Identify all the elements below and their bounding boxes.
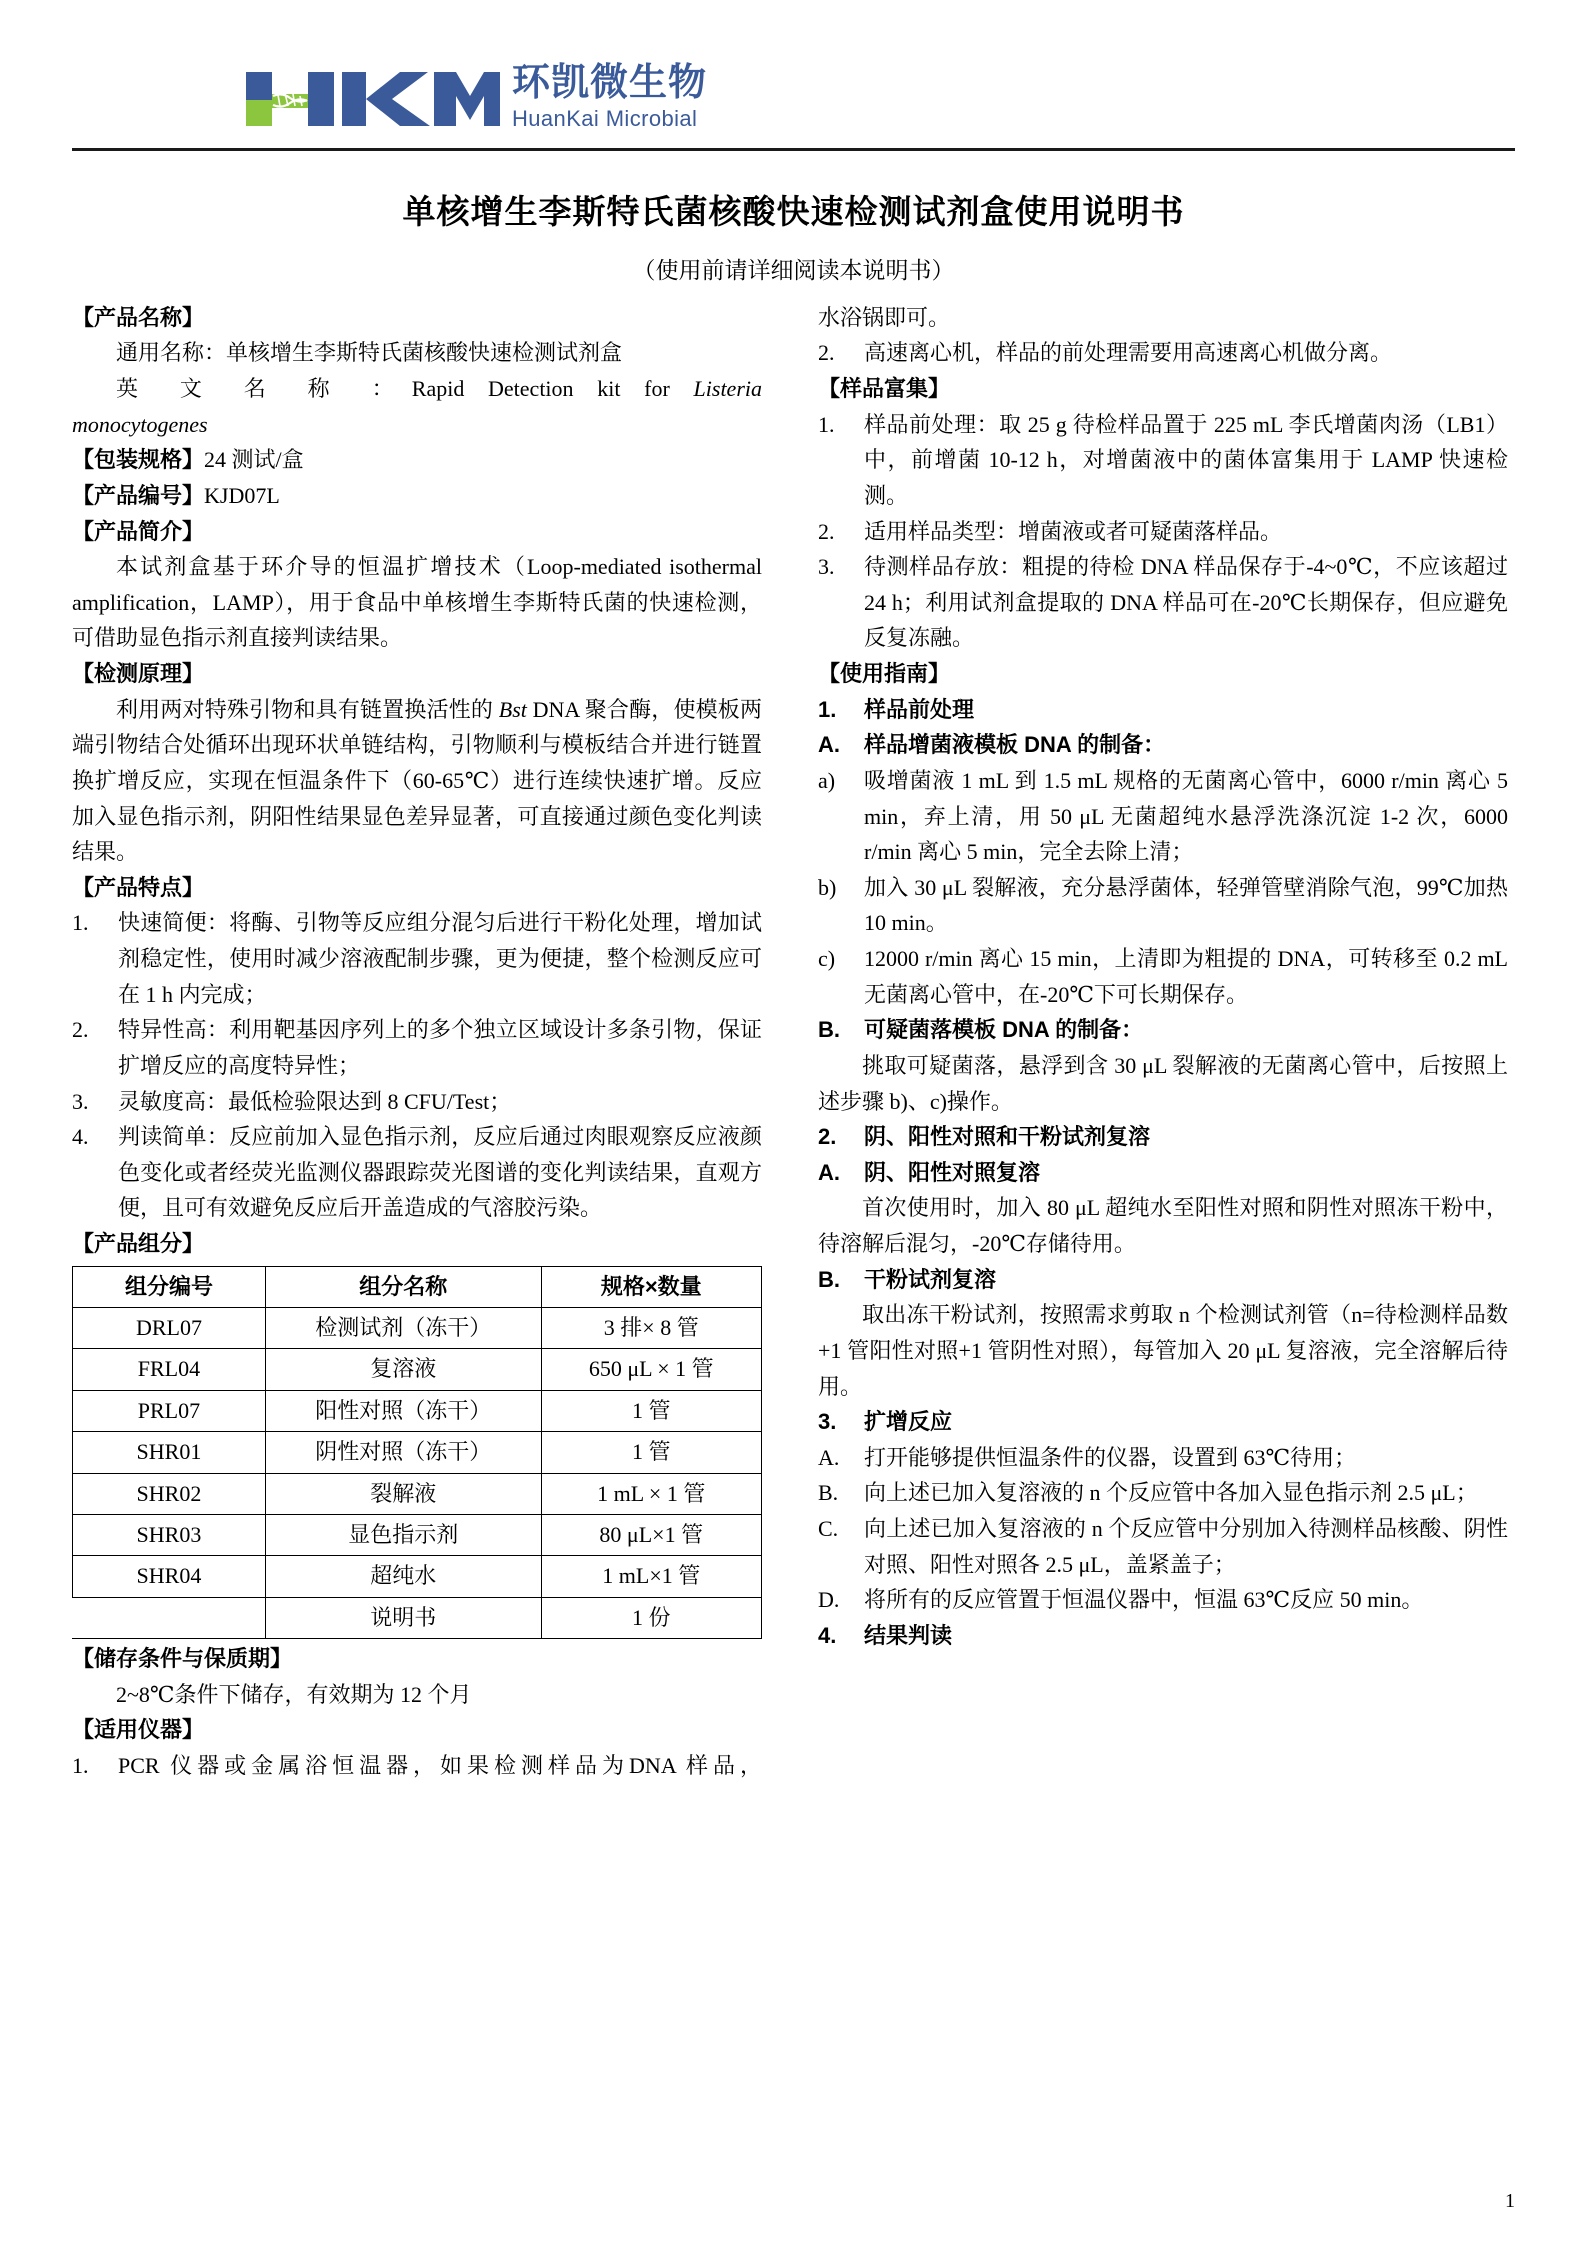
guide-step-2B-text: 干粉试剂复溶	[864, 1266, 997, 1292]
principle-body-part2: DNA 聚合酶，使模板两端引物结合处循环出现环状单链结构，引物顺利与模板结合并进行链置换扩增反应，实现在恒温条件下（60-65℃）进行连续快速扩增。反应加入显色指示剂，阴阳性结果显色差异显著，可直接通过颜色变化判读结果。	[72, 696, 762, 865]
guide-step-1	[818, 692, 1508, 728]
principle-body	[72, 692, 762, 870]
cell-code: SHR03	[73, 1515, 266, 1556]
table-row	[73, 1349, 762, 1390]
guide-step-1b-text: 加入 30 μL 裂解液，充分悬浮菌体，轻弹管壁消除气泡，99℃加热 10 min。	[864, 874, 1508, 936]
feature-item	[72, 905, 762, 1012]
storage-body: 2~8℃条件下储存，有效期为 12 个月	[116, 1681, 472, 1707]
guide-step-3-item	[818, 1582, 1508, 1618]
document-subtitle: （使用前请详细阅读本说明书）	[632, 257, 955, 283]
section-heading-features: 【产品特点】	[72, 874, 205, 900]
cell-spec: 80 μL×1 管	[541, 1515, 762, 1556]
enrichment-marker: 2.	[818, 518, 835, 544]
guide-step-1a-text: 吸增菌液 1 mL 到 1.5 mL 规格的无菌离心管中，6000 r/min 离心 5 min，弃上清，用 50 μL 无菌超纯水悬浮洗涤沉淀 1-2 次，6000 r/min 离心 5 min，完全去除上清；	[864, 767, 1508, 865]
table-row	[73, 1308, 762, 1349]
guide-step-1B-body: 挑取可疑菌落，悬浮到含 30 μL 裂解液的无菌离心管中，后按照上述步骤 b)、c)操作。	[818, 1052, 1508, 1114]
guide-step-1c	[818, 941, 1508, 1012]
guide-step-1a	[818, 763, 1508, 870]
column-header-spec: 规格×数量	[541, 1266, 762, 1307]
company-logo	[242, 60, 707, 132]
feature-marker: 3.	[72, 1088, 89, 1114]
cell-code: SHR02	[73, 1473, 266, 1514]
cell-spec: 1 mL×1 管	[541, 1556, 762, 1597]
logo-english-name: HuanKai Microbial	[512, 106, 698, 131]
section-heading-principle: 【检测原理】	[72, 661, 205, 687]
guide-step-1b-marker: b)	[818, 874, 837, 900]
guide-step-3-item-marker: A.	[818, 1444, 840, 1470]
guide-step-3-item-text: 将所有的反应管置于恒温仪器中，恒温 63℃反应 50 min。	[864, 1587, 1424, 1613]
cell-name: 阴性对照（冻干）	[265, 1432, 541, 1473]
guide-step-2B	[818, 1262, 1508, 1298]
section-heading-packaging	[72, 442, 762, 478]
guide-step-1a-marker: a)	[818, 767, 836, 793]
feature-marker: 4.	[72, 1124, 89, 1150]
table-row	[73, 1390, 762, 1431]
cell-name: 阳性对照（冻干）	[265, 1390, 541, 1431]
english-name-line	[72, 371, 762, 407]
guide-step-3-item-marker: C.	[818, 1516, 839, 1542]
guide-step-2-marker: 2.	[818, 1124, 837, 1150]
enrichment-marker: 3.	[818, 554, 835, 580]
hkm-logo-icon	[242, 66, 500, 132]
cell-code	[73, 1597, 266, 1638]
instrument-item	[818, 335, 1508, 371]
table-header-row	[73, 1266, 762, 1307]
enrichment-item	[818, 514, 1508, 550]
packaging-heading-text: 【包装规格】	[72, 447, 205, 473]
enrichment-item	[818, 407, 1508, 514]
instruments-continued-line: 水浴锅即可。	[818, 304, 951, 330]
english-name-species: monocytogenes	[72, 411, 208, 437]
instrument-text: 高速离心机，样品的前处理需要用高速离心机做分离。	[864, 340, 1393, 366]
guide-step-1B-text: 可疑菌落模板 DNA 的制备：	[864, 1017, 1144, 1043]
guide-step-2A-body: 首次使用时，加入 80 μL 超纯水至阳性对照和阴性对照冻干粉中，待溶解后混匀，-20℃存储待用。	[818, 1195, 1508, 1257]
section-heading-instruments: 【适用仪器】	[72, 1717, 205, 1743]
cell-name: 复溶液	[265, 1349, 541, 1390]
instrument-marker: 2.	[818, 340, 835, 366]
guide-step-1c-marker: c)	[818, 946, 836, 972]
feature-text: 判读简单：反应前加入显色指示剂，反应后通过肉眼观察反应液颜色变化或者经荧光监测仪器跟踪荧光图谱的变化判读结果，直观方便，且可有效避免反应后开盖造成的气溶胶污染。	[118, 1124, 762, 1221]
logo-chinese-name: 环凯微生物	[512, 62, 708, 104]
guide-step-2B-body: 取出冻干粉试剂，按照需求剪取 n 个检测试剂管（n=待检测样品数+1 管阳性对照+1 管阴性对照），每管加入 20 μL 复溶液，完全溶解后待用。	[818, 1302, 1508, 1399]
section-heading-product-code	[72, 478, 762, 514]
cell-code: DRL07	[73, 1308, 266, 1349]
components-table	[72, 1266, 762, 1640]
guide-step-4	[818, 1618, 1508, 1654]
product-code-value: KJD07L	[204, 482, 280, 508]
guide-step-1c-text: 12000 r/min 离心 15 min，上清即为粗提的 DNA，可转移至 0.2 mL 无菌离心管中，在-20℃下可长期保存。	[864, 946, 1508, 1007]
instrument-text: PCR 仪器或金属浴恒温器，如果检测样品为DNA 样品，	[118, 1753, 762, 1779]
english-name-value: Rapid Detection kit for	[411, 376, 694, 402]
header-divider	[72, 148, 1515, 151]
guide-step-3-marker: 3.	[818, 1409, 837, 1435]
feature-item	[72, 1084, 762, 1120]
feature-item	[72, 1012, 762, 1083]
cell-name: 说明书	[265, 1597, 541, 1638]
guide-step-2B-marker: B.	[818, 1266, 840, 1292]
cell-name: 超纯水	[265, 1556, 541, 1597]
cell-spec: 1 mL × 1 管	[541, 1473, 762, 1514]
feature-text: 快速简便：将酶、引物等反应组分混匀后进行干粉化处理，增加试剂稳定性，使用时减少溶液配制步骤，更为便捷，整个检测反应可在 1 h 内完成；	[118, 910, 762, 1007]
enrichment-item	[818, 549, 1508, 656]
guide-step-3-item	[818, 1440, 1508, 1476]
guide-step-1-marker: 1.	[818, 696, 837, 722]
guide-step-3-item-marker: B.	[818, 1480, 839, 1506]
table-row	[73, 1473, 762, 1514]
guide-step-2A	[818, 1155, 1508, 1191]
guide-step-3-item-text: 向上述已加入复溶液的 n 个反应管中分别加入待测样品核酸、阴性对照、阳性对照各 2.5 μL，盖紧盖子；	[864, 1516, 1508, 1577]
cell-spec: 650 μL × 1 管	[541, 1349, 762, 1390]
instrument-item	[72, 1748, 762, 1784]
guide-step-1-text: 样品前处理	[864, 696, 975, 722]
principle-body-part1: 利用两对特殊引物和具有链置换活性的	[116, 696, 499, 722]
cell-spec: 1 管	[541, 1390, 762, 1431]
section-heading-components: 【产品组分】	[72, 1231, 205, 1257]
hkm-logo-mark	[242, 66, 500, 132]
feature-marker: 1.	[72, 910, 89, 936]
section-heading-intro: 【产品简介】	[72, 518, 205, 544]
logo-wordmark	[512, 64, 707, 130]
guide-step-1A-marker: A.	[818, 732, 840, 758]
guide-step-2A-marker: A.	[818, 1159, 840, 1185]
page-number: 1	[1505, 2190, 1515, 2212]
cell-code: FRL04	[73, 1349, 266, 1390]
feature-text: 灵敏度高：最低检验限达到 8 CFU/Test；	[118, 1088, 512, 1114]
cell-name: 检测试剂（冻干）	[265, 1308, 541, 1349]
left-column	[72, 300, 790, 1784]
cell-code: SHR04	[73, 1556, 266, 1597]
section-heading-enrichment: 【样品富集】	[818, 376, 951, 402]
generic-name-line: 通用名称：单核增生李斯特氏菌核酸快速检测试剂盒	[116, 340, 623, 366]
guide-step-3-item-text: 打开能够提供恒温条件的仪器，设置到 63℃待用；	[864, 1444, 1357, 1470]
guide-step-1B	[818, 1012, 1508, 1048]
guide-step-1B-marker: B.	[818, 1017, 840, 1043]
guide-step-4-text: 结果判读	[864, 1622, 953, 1648]
guide-step-1A	[818, 727, 1508, 763]
cell-code: SHR01	[73, 1432, 266, 1473]
enrichment-text: 样品前处理：取 25 g 待检样品置于 225 mL 李氏增菌肉汤（LB1）中，前增菌 10-12 h，对增菌液中的菌体富集用于 LAMP 快速检测。	[864, 411, 1508, 508]
cell-spec: 1 管	[541, 1432, 762, 1473]
guide-step-1A-text: 样品增菌液模板 DNA 的制备：	[864, 732, 1166, 758]
guide-step-3	[818, 1404, 1508, 1440]
document-title: 单核增生李斯特氏菌核酸快速检测试剂盒使用说明书	[402, 193, 1185, 230]
page-header	[72, 52, 1515, 144]
english-name-label: 英 文 名 称 ：	[116, 376, 412, 402]
cell-name: 裂解液	[265, 1473, 541, 1514]
column-header-code: 组分编号	[73, 1266, 266, 1307]
cell-spec: 3 排× 8 管	[541, 1308, 762, 1349]
intro-body: 本试剂盒基于环介导的恒温扩增技术（Loop-mediated isothermal amplification，LAMP），用于食品中单核增生李斯特氏菌的快速检测，可借助显色指示剂直接判读结果。	[72, 554, 762, 651]
enrichment-marker: 1.	[818, 411, 835, 437]
section-heading-storage: 【储存条件与保质期】	[72, 1646, 293, 1672]
english-name-genus: Listeria	[693, 376, 762, 402]
table-row	[73, 1597, 762, 1638]
guide-step-4-marker: 4.	[818, 1622, 837, 1648]
section-heading-product-name: 【产品名称】	[72, 304, 205, 330]
right-column	[790, 300, 1508, 1654]
instrument-marker: 1.	[72, 1753, 89, 1779]
guide-step-2-text: 阴、阳性对照和干粉试剂复溶	[864, 1124, 1151, 1150]
packaging-value: 24 测试/盒	[204, 447, 304, 473]
principle-bst: Bst	[498, 696, 527, 722]
cell-name: 显色指示剂	[265, 1515, 541, 1556]
product-code-heading-text: 【产品编号】	[72, 482, 205, 508]
guide-step-3-item-text: 向上述已加入复溶液的 n 个反应管中各加入显色指示剂 2.5 μL；	[864, 1480, 1478, 1506]
cell-code: PRL07	[73, 1390, 266, 1431]
guide-step-3-text: 扩增反应	[864, 1409, 953, 1435]
feature-marker: 2.	[72, 1017, 89, 1043]
guide-step-3-item	[818, 1511, 1508, 1582]
guide-step-2A-text: 阴、阳性对照复溶	[864, 1159, 1041, 1185]
feature-text: 特异性高：利用靶基因序列上的多个独立区域设计多条引物，保证扩增反应的高度特异性；	[118, 1017, 762, 1078]
section-heading-guide: 【使用指南】	[818, 661, 951, 687]
guide-step-3-item-marker: D.	[818, 1587, 840, 1613]
two-column-body	[72, 300, 1515, 1784]
enrichment-text: 适用样品类型：增菌液或者可疑菌落样品。	[864, 518, 1283, 544]
table-row	[73, 1432, 762, 1473]
table-row	[73, 1515, 762, 1556]
column-header-name: 组分名称	[265, 1266, 541, 1307]
table-row	[73, 1556, 762, 1597]
cell-spec: 1 份	[541, 1597, 762, 1638]
guide-step-2	[818, 1119, 1508, 1155]
enrichment-text: 待测样品存放：粗提的待检 DNA 样品保存于-4~0℃，不应该超过 24 h；利用试剂盒提取的 DNA 样品可在-20℃长期保存，但应避免反复冻融。	[864, 554, 1508, 651]
guide-step-3-item	[818, 1475, 1508, 1511]
guide-step-1b	[818, 870, 1508, 941]
feature-item	[72, 1119, 762, 1226]
